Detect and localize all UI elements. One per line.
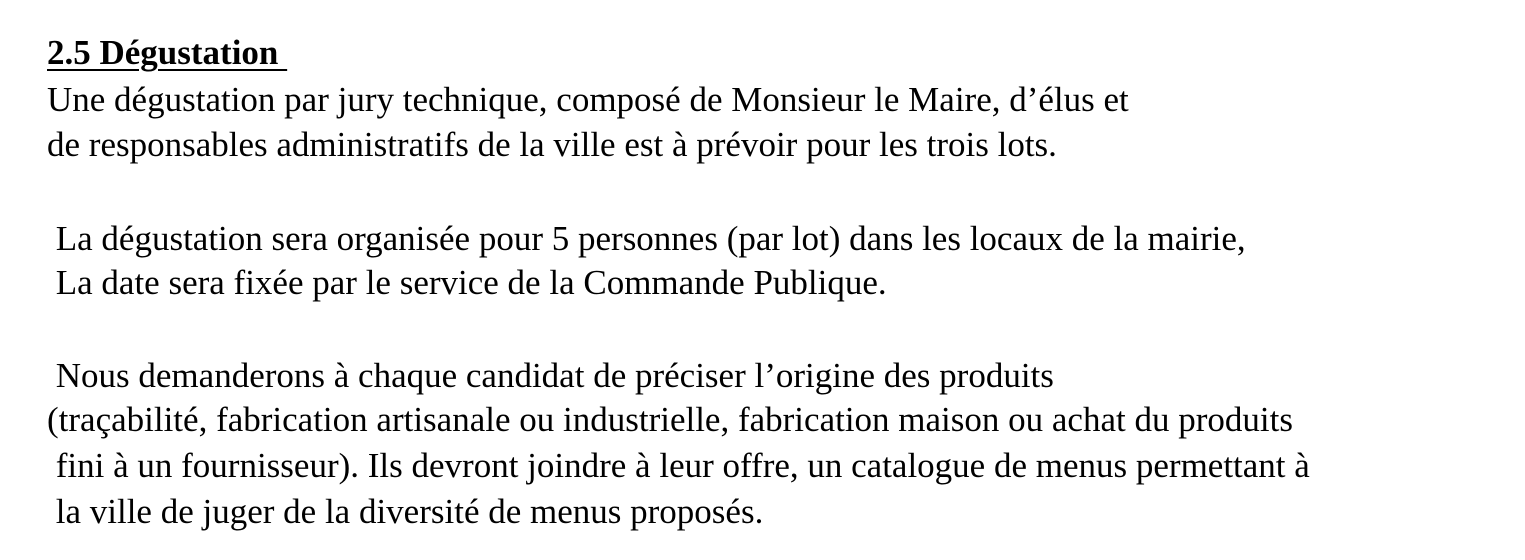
paragraph-line: fini à un fournisseur). Ils devront joindre à leur offre, un catalogue de menus permettant à — [47, 446, 1310, 485]
paragraph-line: de responsables administratifs de la ville est à prévoir pour les trois lots. — [47, 125, 1057, 164]
paragraph-line: La date sera fixée par le service de la Commande Publique. — [47, 263, 887, 302]
paragraph-line: Nous demanderons à chaque candidat de préciser l’origine des produits — [47, 356, 1054, 395]
paragraph-line: Une dégustation par jury technique, composé de Monsieur le Maire, d’élus et — [47, 80, 1129, 119]
paragraph-line: La dégustation sera organisée pour 5 personnes (par lot) dans les locaux de la mairie, — [47, 219, 1246, 258]
paragraph-line: la ville de juger de la diversité de menus proposés. — [47, 492, 764, 531]
section-heading: 2.5 Dégustation — [47, 33, 288, 72]
paragraph-line: (traçabilité, fabrication artisanale ou industrielle, fabrication maison ou achat du produits — [47, 400, 1293, 439]
